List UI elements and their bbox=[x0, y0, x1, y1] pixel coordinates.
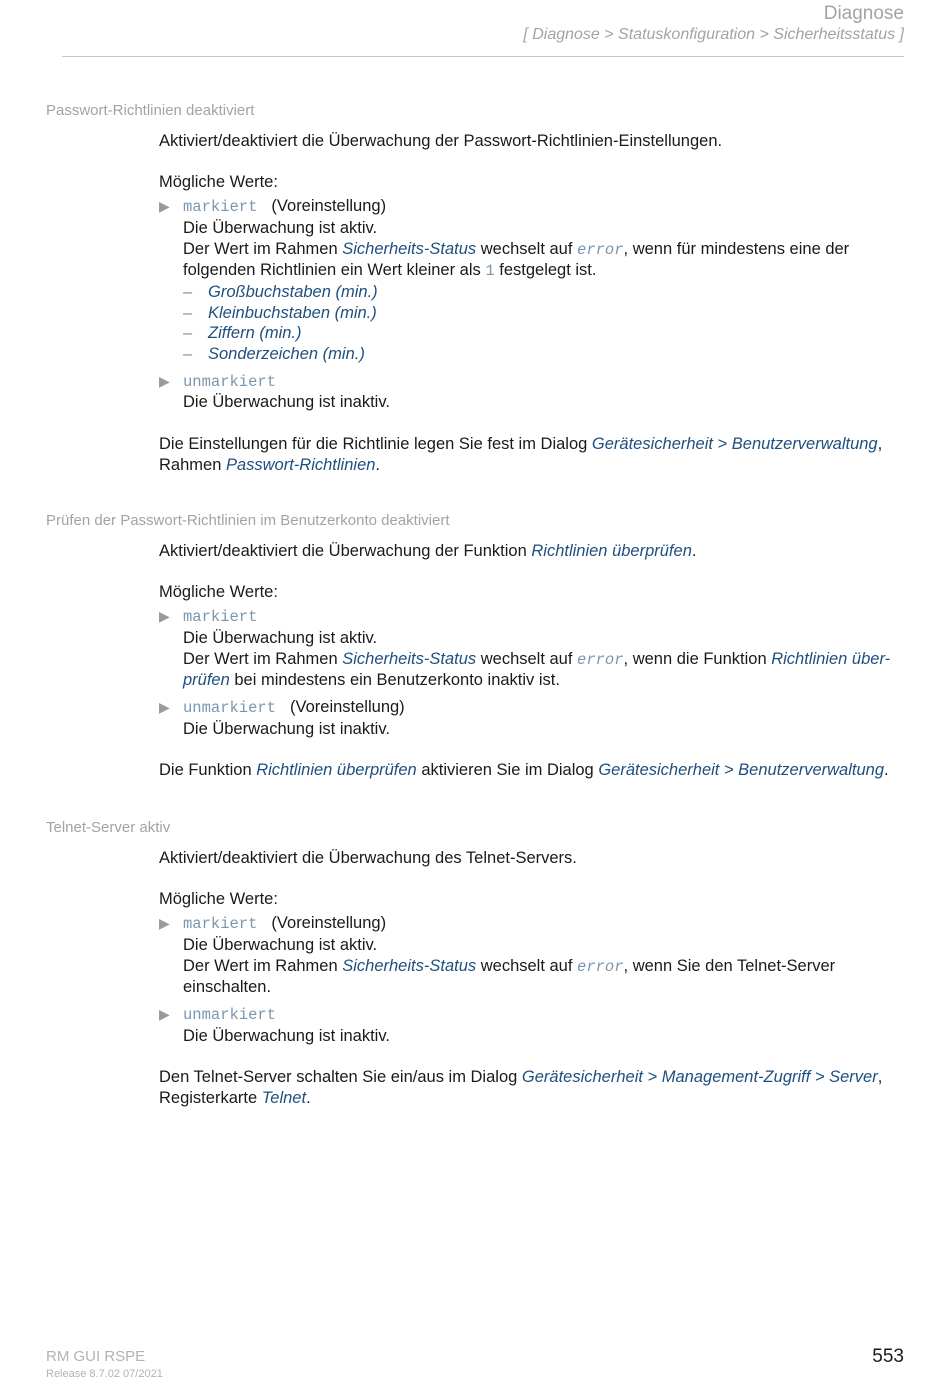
page-number: 553 bbox=[872, 1346, 904, 1367]
value-description: Die Überwachung ist aktiv. bbox=[183, 935, 378, 954]
section-body-account-policy-check bbox=[159, 541, 899, 781]
value-code: markiert bbox=[183, 915, 258, 934]
link-check-policies[interactable]: Richtlinien über-prüfen bbox=[183, 649, 891, 690]
sub-item-special: – Sonderzeichen (min.) bbox=[183, 345, 365, 364]
section-intro: Aktiviert/deaktiviert die Überwachung der Passwort-Richtlinien-Einstellungen. bbox=[159, 132, 723, 150]
triangle-bullet-icon: ▶ bbox=[159, 698, 170, 715]
link-lowercase[interactable]: Kleinbuchstaben (min.) bbox=[208, 303, 377, 322]
value-description: Die Überwachung ist aktiv. bbox=[183, 628, 378, 647]
sub-item-digits: – Ziffern (min.) bbox=[183, 324, 302, 343]
header-title: Diagnose bbox=[823, 3, 904, 24]
link-device-security-user-mgmt[interactable]: Gerätesicherheit > Benutzerverwaltung bbox=[591, 434, 878, 453]
link-password-policies[interactable]: Passwort-Richtlinien bbox=[225, 455, 376, 474]
link-security-status[interactable]: Sicherheits-Status bbox=[342, 649, 477, 668]
section-title-telnet: Telnet-Server aktiv bbox=[46, 819, 171, 836]
triangle-bullet-icon: ▶ bbox=[159, 608, 170, 625]
value-item-unchecked bbox=[159, 371, 899, 413]
section-note: Den Telnet-Server schalten Sie ein/aus im Dialog Gerätesicherheit > Management-Zugriff > Server, Registerkarte Telnet. bbox=[159, 1068, 883, 1107]
section-intro: Aktiviert/deaktiviert die Überwachung der Funktion Richtlinien überprüfen. bbox=[159, 542, 697, 560]
default-note: (Voreinstellung) bbox=[271, 914, 387, 933]
triangle-bullet-icon: ▶ bbox=[159, 198, 170, 215]
header-divider bbox=[62, 56, 904, 57]
value-code: unmarkiert bbox=[183, 372, 277, 391]
triangle-bullet-icon: ▶ bbox=[159, 372, 170, 389]
value-item-checked bbox=[159, 196, 899, 365]
link-check-policies[interactable]: Richtlinien überprüfen bbox=[531, 542, 692, 560]
link-device-security-mgmt-server[interactable]: Gerätesicherheit > Management-Zugriff > Server bbox=[521, 1068, 878, 1086]
value-description: Die Überwachung ist inaktiv. bbox=[183, 1026, 390, 1045]
value-item-checked bbox=[159, 913, 899, 998]
value-code: markiert bbox=[183, 608, 258, 627]
triangle-bullet-icon: ▶ bbox=[159, 915, 170, 932]
value-code: unmarkiert bbox=[183, 1005, 277, 1024]
value-description: Die Überwachung ist inaktiv. bbox=[183, 393, 390, 412]
sub-item-uppercase: – Großbuchstaben (min.) bbox=[183, 282, 378, 301]
value-description: Die Überwachung ist aktiv. bbox=[183, 218, 378, 237]
link-digits[interactable]: Ziffern (min.) bbox=[208, 324, 302, 343]
value-explanation: Der Wert im Rahmen Sicherheits-Status wechselt auf error, wenn die Funktion Richtlinien über-prüfen bei mindestens ein Benutzerkonto inaktiv ist. bbox=[183, 649, 891, 690]
link-telnet-tab[interactable]: Telnet bbox=[261, 1088, 307, 1107]
section-body-telnet bbox=[159, 848, 899, 1108]
value-code: unmarkiert bbox=[183, 698, 277, 717]
section-title-account-policy-check: Prüfen der Passwort-Richtlinien im Benutzerkonto deaktiviert bbox=[46, 512, 450, 529]
section-body-password-policy bbox=[159, 131, 899, 475]
section-intro: Aktiviert/deaktiviert die Überwachung des Telnet-Servers. bbox=[159, 849, 577, 867]
code-error: error bbox=[577, 650, 624, 669]
footer-product: RM GUI RSPE bbox=[46, 1348, 146, 1365]
footer-release: Release 8.7.02 07/2021 bbox=[46, 1368, 163, 1380]
value-explanation: Der Wert im Rahmen Sicherheits-Status wechselt auf error, wenn Sie den Telnet-Server einschalten. bbox=[183, 956, 836, 997]
link-device-security-user-mgmt[interactable]: Gerätesicherheit > Benutzerverwaltung bbox=[598, 761, 885, 779]
link-security-status[interactable]: Sicherheits-Status bbox=[342, 239, 477, 258]
code-error: error bbox=[577, 240, 624, 259]
possible-values-label: Mögliche Werte: bbox=[159, 173, 278, 192]
link-uppercase[interactable]: Großbuchstaben (min.) bbox=[208, 282, 378, 301]
sub-item-lowercase: – Kleinbuchstaben (min.) bbox=[183, 303, 377, 322]
section-note: Die Einstellungen für die Richtlinie legen Sie fest im Dialog Gerätesicherheit > Benutzerverwaltung, Rahmen Passwort-Richtlinien. bbox=[159, 434, 883, 474]
value-item-unchecked bbox=[159, 1004, 899, 1046]
default-note: (Voreinstellung) bbox=[290, 697, 405, 716]
value-explanation: Der Wert im Rahmen Sicherheits-Status wechselt auf error, wenn für mindestens eine der folgenden Richtlinien ein Wert kleiner als 1 festgelegt ist. bbox=[183, 239, 850, 281]
triangle-bullet-icon: ▶ bbox=[159, 1005, 170, 1022]
value-code: markiert bbox=[183, 198, 258, 217]
code-one: 1 bbox=[485, 262, 495, 281]
default-note: (Voreinstellung) bbox=[271, 197, 387, 216]
possible-values-label: Mögliche Werte: bbox=[159, 890, 278, 909]
section-title-password-policy: Passwort-Richtlinien deaktiviert bbox=[46, 102, 255, 119]
possible-values-label: Mögliche Werte: bbox=[159, 583, 278, 602]
link-check-policies[interactable]: Richtlinien überprüfen bbox=[256, 761, 417, 779]
header-breadcrumb: [ Diagnose > Statuskonfiguration > Sicherheitsstatus ] bbox=[523, 26, 904, 43]
value-item-unchecked bbox=[159, 697, 899, 739]
value-description: Die Überwachung ist inaktiv. bbox=[183, 719, 390, 738]
section-note: Die Funktion Richtlinien überprüfen aktivieren Sie im Dialog Gerätesicherheit > Benutzerverwaltung. bbox=[159, 761, 889, 779]
link-security-status[interactable]: Sicherheits-Status bbox=[342, 956, 477, 975]
link-special[interactable]: Sonderzeichen (min.) bbox=[208, 345, 365, 364]
value-item-checked bbox=[159, 606, 899, 691]
code-error: error bbox=[577, 957, 624, 976]
